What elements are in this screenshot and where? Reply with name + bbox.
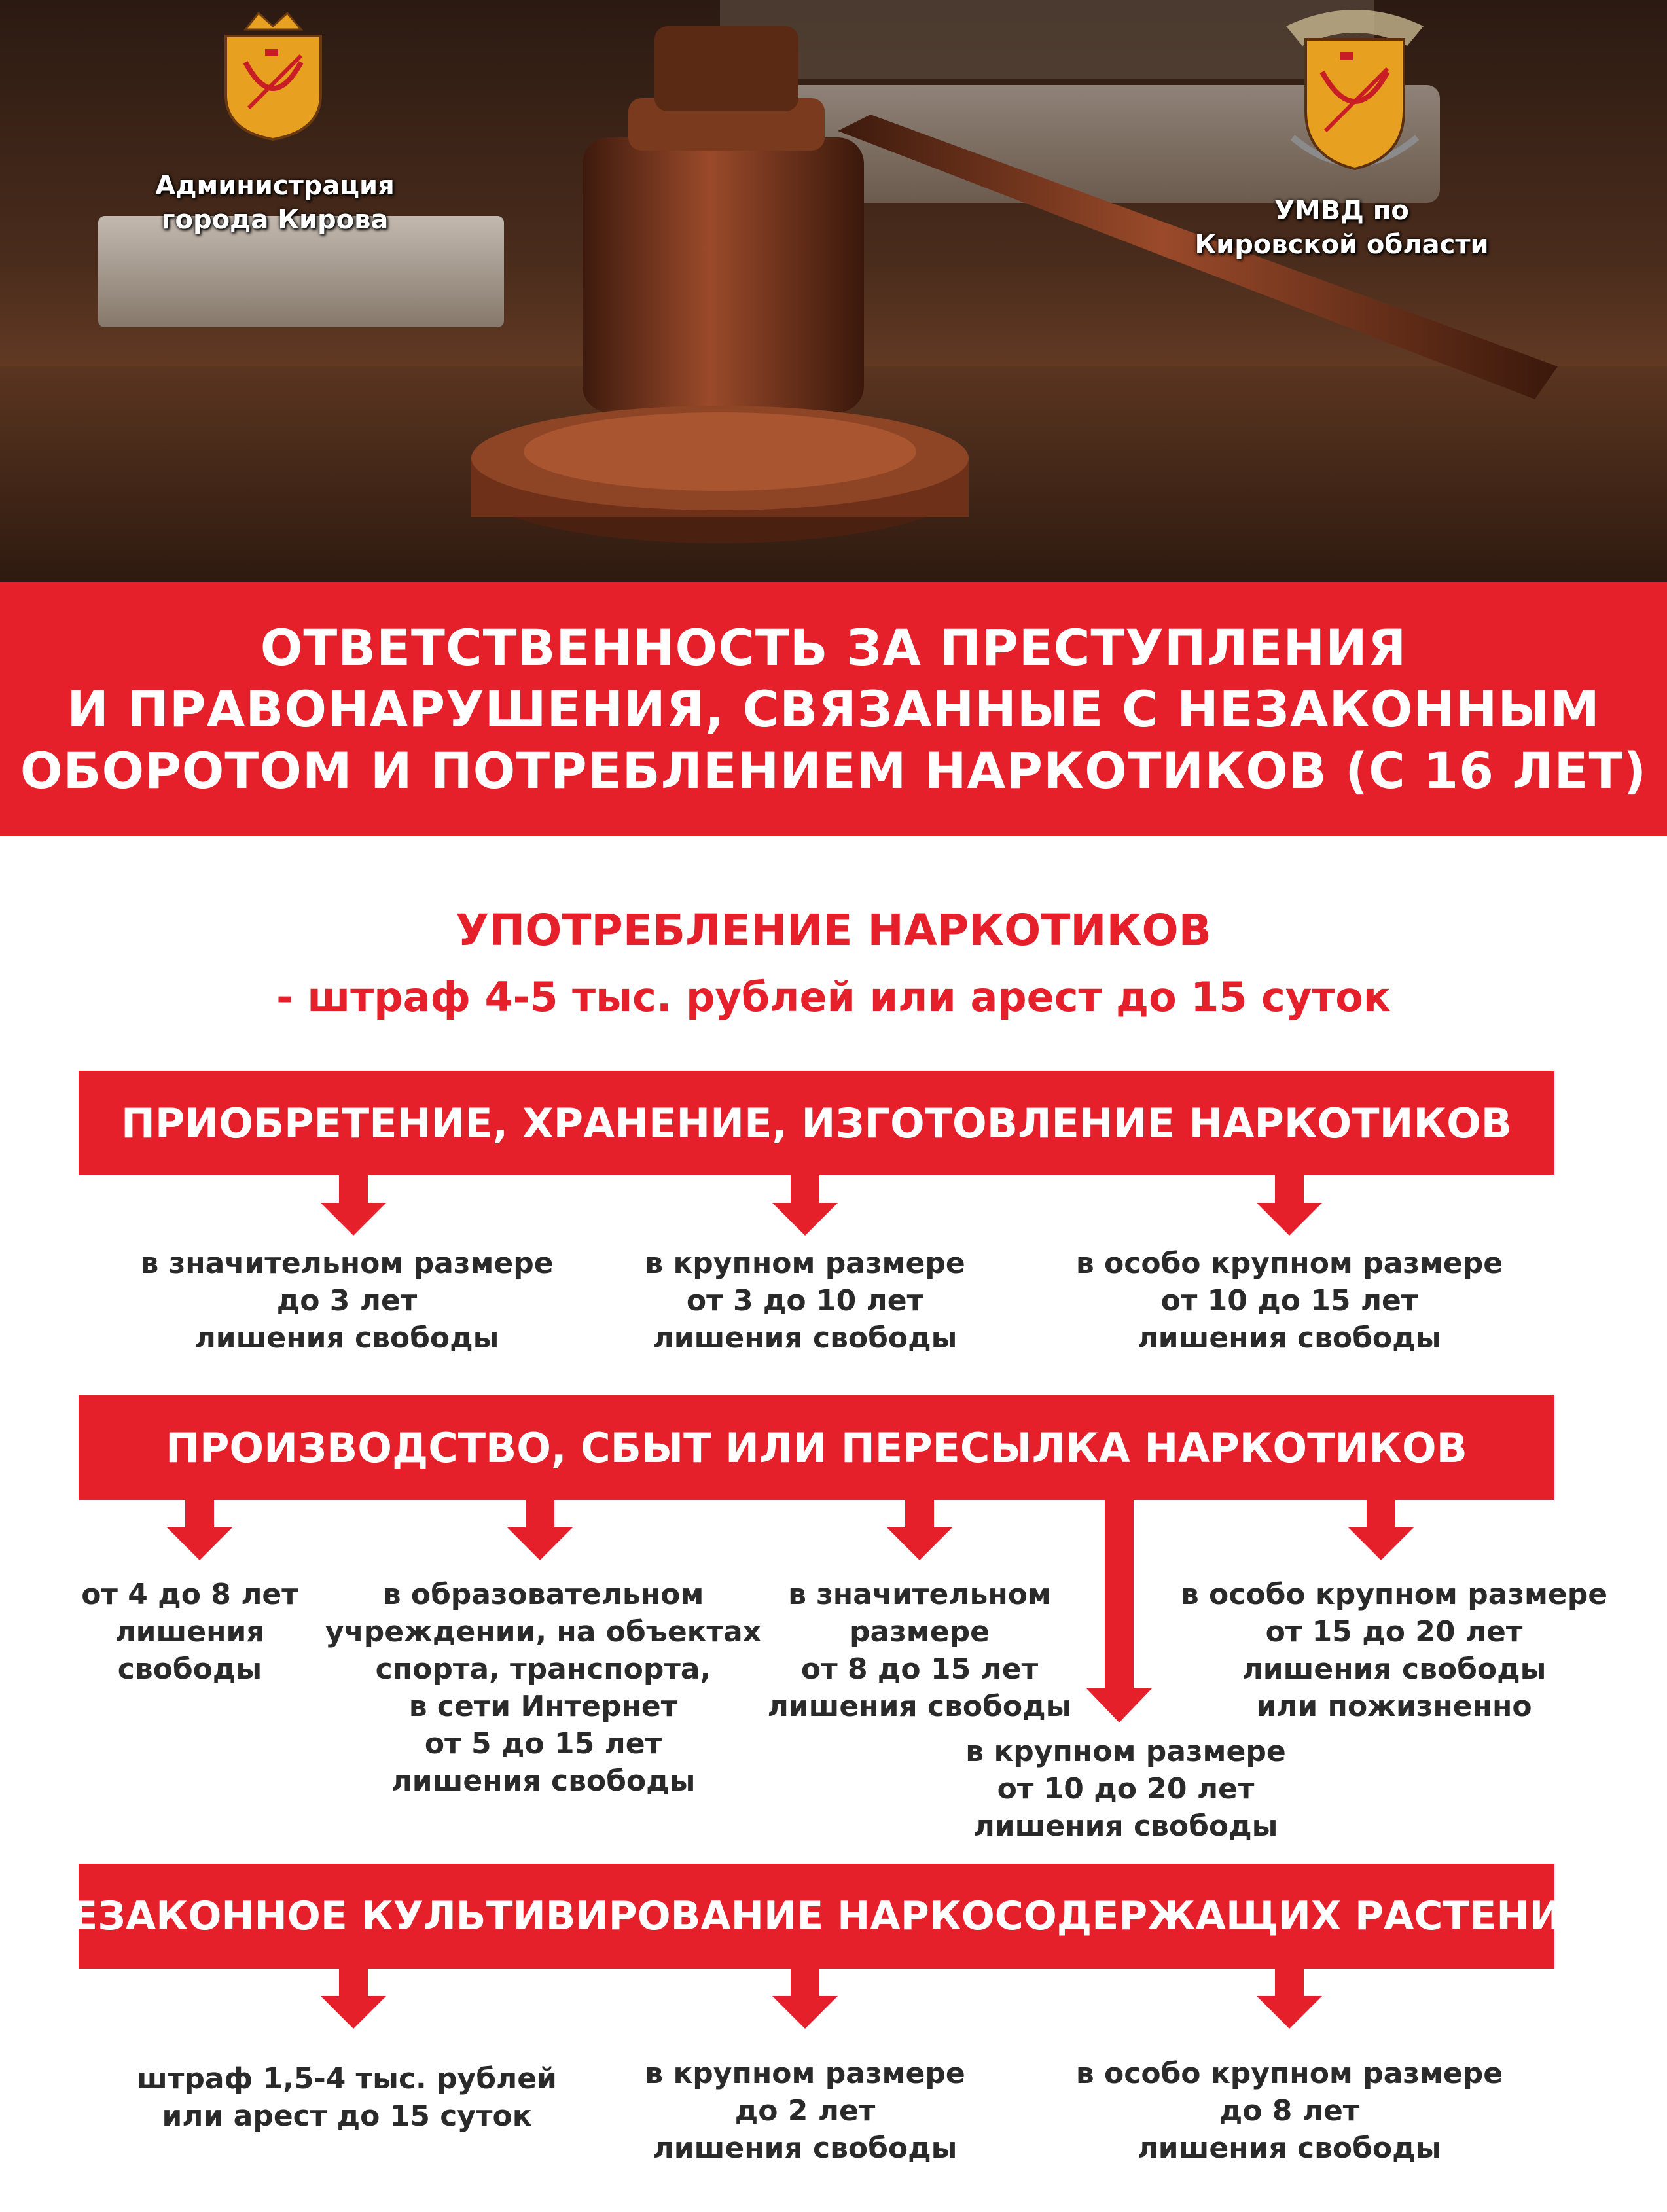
- outcome-line: до 8 лет: [1219, 2094, 1360, 2128]
- umvd-emblem: [1266, 0, 1443, 177]
- outcome-line: спорта, транспорта,: [375, 1652, 711, 1686]
- arrow-down-icon: [1257, 1969, 1322, 2029]
- arrow-down-icon: [772, 1175, 838, 1236]
- outcome-line: в особо крупном размере: [1180, 1578, 1608, 1611]
- arrow-down-icon: [1257, 1175, 1322, 1236]
- kirov-city-emblem: [219, 10, 327, 141]
- header-photo: [0, 0, 1667, 582]
- outcome-line: от 4 до 8 лет: [81, 1578, 298, 1611]
- left-org-line-2: города Кирова: [161, 205, 389, 235]
- section-heading-production: ПРОИЗВОДСТВО, СБЫТ ИЛИ ПЕРЕСЫЛКА НАРКОТИКОВ: [79, 1395, 1554, 1500]
- outcome-line: от 5 до 15 лет: [424, 1727, 662, 1760]
- outcome-line: в крупном размере: [645, 1247, 965, 1280]
- left-org-line-1: Администрация: [155, 171, 395, 201]
- outcome-line: в крупном размере: [645, 2057, 965, 2090]
- outcome-line: от 8 до 15 лет: [800, 1652, 1039, 1686]
- outcome-line: лишения свободы: [1137, 2132, 1442, 2165]
- outcome-significant-amount: [118, 1245, 576, 1357]
- arrow-down-icon: [321, 1969, 386, 2029]
- title-line-1: ОТВЕТСТВЕННОСТЬ ЗА ПРЕСТУПЛЕНИЯ: [260, 618, 1407, 677]
- outcome-general-sale: [65, 1576, 314, 1688]
- outcome-line: в образовательном: [382, 1578, 704, 1611]
- outcome-line: в значительном размере: [140, 1247, 554, 1280]
- outcome-line: лишения свободы: [391, 1764, 696, 1798]
- arrow-down-icon: [1348, 1500, 1414, 1560]
- section-heading-acquisition: ПРИОБРЕТЕНИЕ, ХРАНЕНИЕ, ИЗГОТОВЛЕНИЕ НАРКОТИКОВ: [79, 1071, 1554, 1175]
- outcome-line: штраф 1,5-4 тыс. рублей: [137, 2062, 557, 2096]
- outcome-large-amount: [936, 1733, 1316, 1845]
- right-org-line-1: УМВД по: [1274, 196, 1409, 226]
- right-org-line-2: Кировской области: [1194, 230, 1489, 260]
- arrow-down-long-icon: [1086, 1500, 1152, 1722]
- outcome-line: от 3 до 10 лет: [686, 1284, 924, 1317]
- outcome-especially-large-amount: [1060, 1245, 1518, 1357]
- outcome-line: или пожизненно: [1256, 1690, 1532, 1723]
- outcome-especially-large-amount: [1060, 2055, 1518, 2167]
- outcome-line: в крупном размере: [965, 1735, 1286, 1768]
- outcome-line: лишения свободы: [1242, 1652, 1547, 1686]
- arrow-down-icon: [507, 1500, 573, 1560]
- outcome-fine-or-arrest: [118, 2060, 576, 2135]
- outcome-large-amount: [576, 2055, 1034, 2167]
- outcome-line: от 15 до 20 лет: [1265, 1615, 1523, 1649]
- arrow-down-icon: [772, 1969, 838, 2029]
- outcome-line: в значительном: [788, 1578, 1051, 1611]
- outcome-line: лишения свободы: [653, 2132, 958, 2165]
- consumption-penalty: - штраф 4-5 тыс. рублей или арест до 15 суток: [276, 973, 1391, 1021]
- outcome-line: размере: [850, 1615, 990, 1649]
- outcome-large-amount: [576, 1245, 1034, 1357]
- outcome-line: в особо крупном размере: [1075, 2057, 1503, 2090]
- title-banner: [0, 582, 1667, 836]
- outcome-line: от 10 до 20 лет: [997, 1772, 1255, 1806]
- outcome-line: в особо крупном размере: [1075, 1247, 1503, 1280]
- outcome-line: лишения свободы: [1137, 1321, 1442, 1355]
- outcome-line: до 3 лет: [276, 1284, 418, 1317]
- right-org-caption: [1139, 194, 1545, 262]
- outcome-line: свободы: [117, 1652, 262, 1686]
- outcome-line: учреждении, на объектах: [325, 1615, 762, 1649]
- arrow-down-icon: [887, 1500, 952, 1560]
- outcome-line: лишения свободы: [767, 1690, 1072, 1723]
- outcome-line: до 2 лет: [734, 2094, 876, 2128]
- left-org-caption: [111, 169, 439, 237]
- outcome-significant-amount: [753, 1576, 1086, 1725]
- title-line-2: И ПРАВОНАРУШЕНИЯ, СВЯЗАННЫЕ С НЕЗАКОННЫМ: [67, 680, 1600, 738]
- title-line-3: ОБОРОТОМ И ПОТРЕБЛЕНИЕМ НАРКОТИКОВ (С 16 ЛЕТ): [20, 741, 1647, 800]
- consumption-heading: УПОТРЕБЛЕНИЕ НАРКОТИКОВ: [456, 905, 1211, 955]
- outcome-line: лишения свободы: [973, 1810, 1278, 1843]
- outcome-line: в сети Интернет: [408, 1690, 678, 1723]
- outcome-line: лишения: [115, 1615, 265, 1649]
- outcome-line: лишения свободы: [194, 1321, 499, 1355]
- outcome-educational-institution: [314, 1576, 772, 1800]
- arrow-down-icon: [321, 1175, 386, 1236]
- outcome-line: лишения свободы: [653, 1321, 958, 1355]
- outcome-especially-large-amount: [1165, 1576, 1623, 1725]
- outcome-line: или арест до 15 суток: [162, 2099, 532, 2133]
- arrow-down-icon: [167, 1500, 232, 1560]
- outcome-line: от 10 до 15 лет: [1160, 1284, 1418, 1317]
- section-heading-cultivation: НЕЗАКОННОЕ КУЛЬТИВИРОВАНИЕ НАРКОСОДЕРЖАЩИХ РАСТЕНИЙ: [79, 1864, 1554, 1969]
